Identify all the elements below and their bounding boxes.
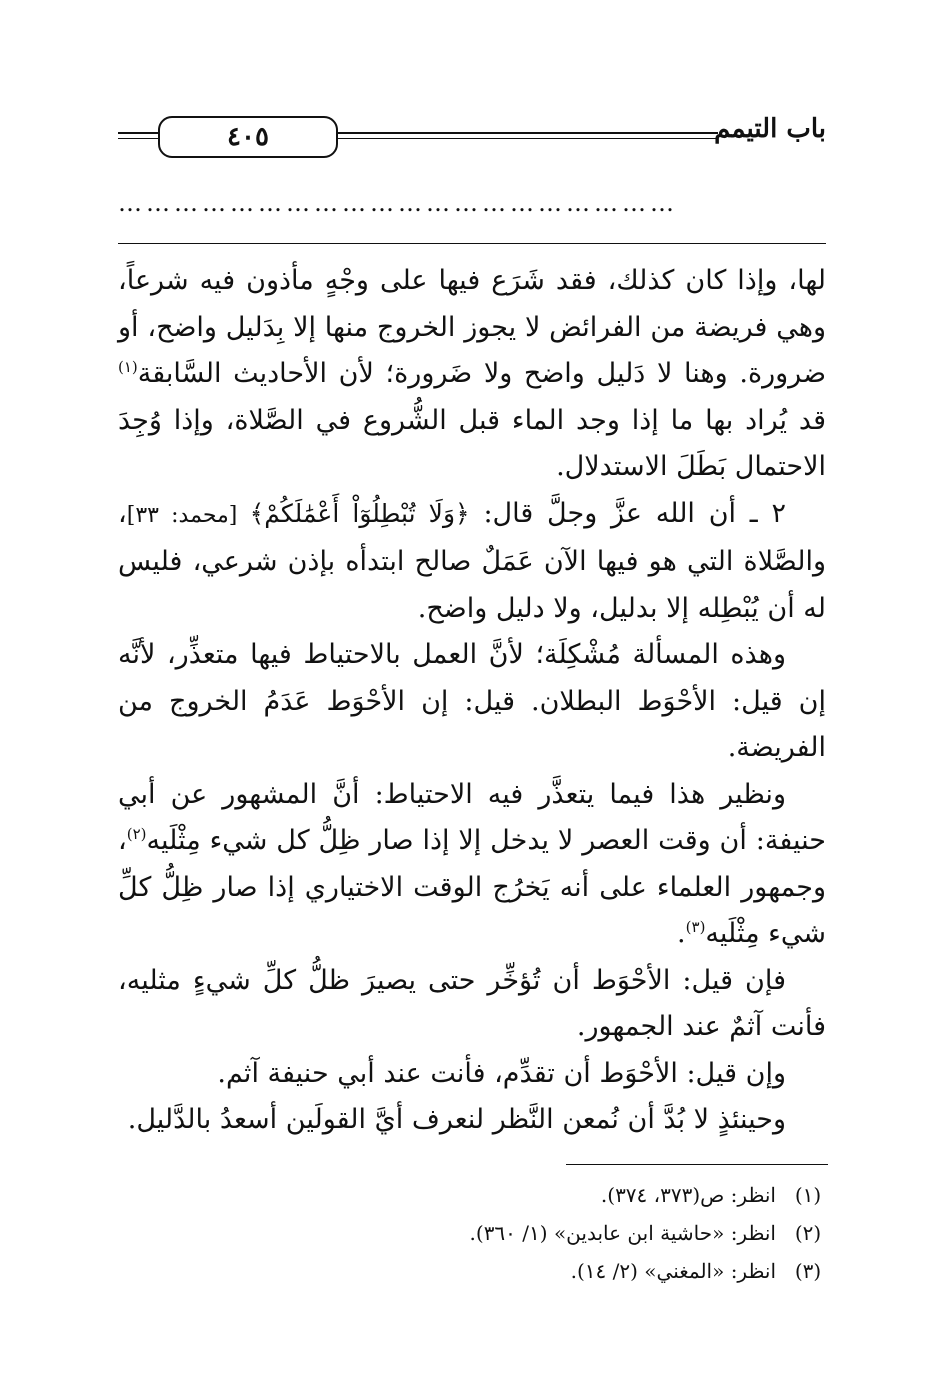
footnote-rule [566,1164,828,1165]
footnote-text: انظر: «المغني» (٢/ ١٤). [570,1259,776,1283]
dotted-separator: …………………………………………………… [118,189,678,217]
paragraph-5: فإن قيل: الأحْوَط أن تُؤخِّر حتى يصيرَ ظلُّ كلِّ شيءٍ مثليه، فأنت آثمٌ عند الجمهور. [118,964,826,1042]
header-rule-right [338,132,718,134]
text-top-rule [118,243,826,244]
footnote-number: (٢) [794,1221,822,1245]
header-rule-left [118,132,158,134]
footnote-number: (١) [794,1183,822,1207]
footnote-ref-2: (٢) [126,825,147,843]
header-rule-right-thin [338,138,718,139]
chapter-title: باب التيمم [714,114,826,144]
quran-verse: ﴿وَلَا تُبْطِلُوٓاْ أَعْمَٰلَكُمْ﴾ [249,498,470,528]
footnote-2 [118,1214,826,1252]
main-text [118,258,826,1144]
paragraph-4: ونظير هذا فيما يتعذَّر فيه الاحتياط: أنَّ المشهور عن أبي حنيفة: أن وقت العصر لا يدخل إلا إذا صار ظِلُّ كل شيء مِثْلَيه$^{(٢)}$، وجمهور العلماء على أنه يَخرُج الوقت الاختياري إذا صار ظِلُّ كلِّ شيء مِثْلَيه$^{(٣)}$. [118,778,826,949]
paragraph-2: ٢ ـ أن الله عزَّ وجلَّ قال: ﴿وَلَا تُبْطِلُوٓاْ أَعْمَٰلَكُمْ﴾ [محمد: ٣٣]، والصَّلاة التي هو فيها الآن عَمَلٌ صالح ابتدأه بإذن شرعي، فليس له أن يُبْطِله إلا بدليل، ولا دليل واضح. [118,497,826,624]
footnote-text: انظر: «حاشية ابن عابدين» (١/ ٣٦٠). [469,1221,776,1245]
verse-citation: [محمد: ٣٣] [126,502,250,528]
footnotes [118,1176,826,1290]
footnote-number: (٣) [794,1259,822,1283]
header-rule-left-thin [118,138,158,139]
paragraph-6: وإن قيل: الأحْوَط أن تقدِّم، فأنت عند أبي حنيفة آثم. [217,1057,786,1089]
footnote-ref-3: (٣) [685,918,706,936]
page-header [118,110,826,162]
page-number: ٤٠٥ [158,116,338,158]
paragraph-7: وحينئذٍ لا بُدَّ أن نُمعن النَّظر لنعرف أيَّ القولَين أسعدُ بالدَّليل. [127,1104,786,1135]
paragraph-3: وهذه المسألة مُشْكِلَة؛ لأنَّ العمل بالاحتياط فيها متعذِّر، لأنَّه إن قيل: الأحْوَط البطلان. قيل: إن الأحْوَط عَدَمُ الخروج من الفريضة. [118,639,826,763]
footnote-1 [118,1176,826,1214]
paragraph-1: لها، وإذا كان كذلك، فقد شَرَع فيها على وجْهٍ مأذون فيه شرعاً، وهي فريضة من الفرائض لا يجوز الخروج منها إلا بِدَليل واضح، أو ضرورة. وهنا لا دَليل واضح ولا ضَرورة؛ لأن الأحاديث السَّابقة$^{(١)}$ قد يُراد بها ما إذا وجد الماء قبل الشُّروع في الصَّلاة، وإذا وُجِدَ الاحتمال بَطَلَ الاستدلال. [118,265,826,482]
footnote-3 [118,1252,826,1290]
footnote-ref-1: (١) [118,358,138,376]
footnote-text: انظر: ص(٣٧٣، ٣٧٤). [600,1183,776,1207]
